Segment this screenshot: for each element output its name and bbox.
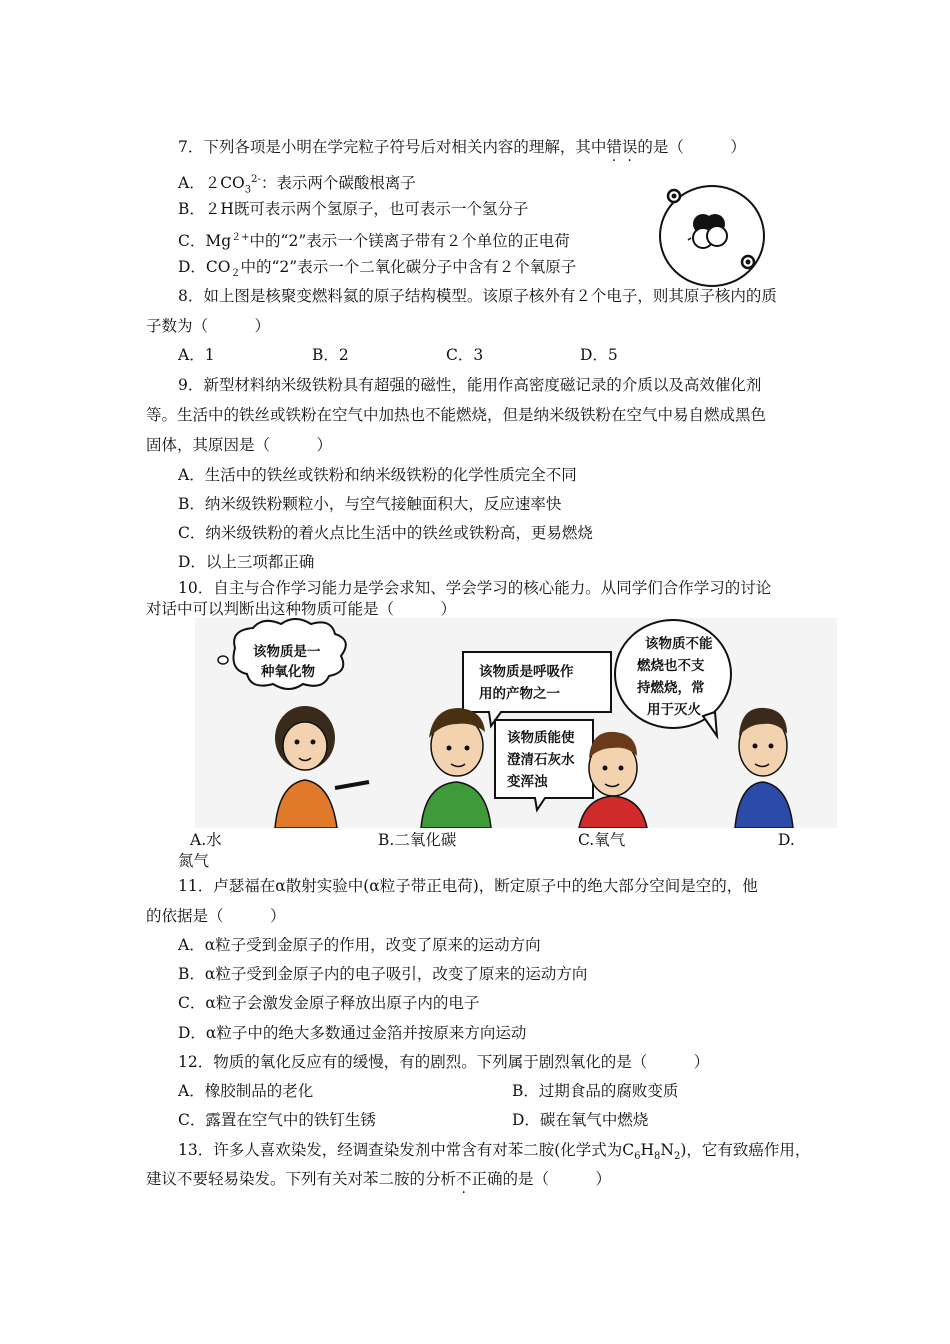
q12-option-a: A．橡胶制品的老化 xyxy=(178,1082,314,1100)
q7-a-tail: ：表示两个碳酸根离子 xyxy=(260,174,416,193)
helium-atom-model xyxy=(655,182,770,290)
boy2-speech-bubble xyxy=(495,720,593,810)
q12-stem: 12．物质的氧化反应有的缓慢，有的剧烈。下列属于剧烈氧化的是（ ） xyxy=(178,1053,710,1071)
q10-option-a: A.水 xyxy=(190,831,222,849)
q7-c-charge: ２+ xyxy=(231,232,250,243)
q11-option-d: D．α粒子中的绝大多数通过金箔并按原来方向运动 xyxy=(178,1024,527,1042)
q8-option-a: A．1 xyxy=(178,346,215,364)
q13-formula-sub-6: 6 xyxy=(634,1151,641,1163)
q7-d-tail: 中的“2”表示一个二氧化碳分子中含有２个氧原子 xyxy=(240,258,577,276)
q8-stem-line2: 子数为（ ） xyxy=(146,317,271,335)
q7-stem xyxy=(178,137,746,157)
q13-line2-tail: 正确的是（ ） xyxy=(471,1170,612,1188)
q7-d-sub: ２ xyxy=(230,268,241,280)
q13-formula-h: H xyxy=(640,1141,655,1159)
q9-stem-line2: 等。生活中的铁丝或铁粉在空气中加热也不能燃烧，但是纳米级铁粉在空气中易自燃成黑色 xyxy=(146,406,767,424)
electron-1-core xyxy=(672,194,677,199)
q10-option-b: B.二氧化碳 xyxy=(378,831,457,849)
q13-stem-line1 xyxy=(178,1140,810,1167)
q7-c-text: C．Mg xyxy=(178,232,232,251)
nucleus-neutron-2 xyxy=(707,226,727,246)
q9-option-a: A．生活中的铁丝或铁粉和纳米级铁粉的化学性质完全不同 xyxy=(178,466,577,484)
q9-stem-line3: 固体，其原因是（ ） xyxy=(146,436,333,454)
q13-formula-n: N xyxy=(660,1141,674,1159)
boy2-bubble-line3: 变浑浊 xyxy=(507,774,548,790)
q7-a-charge: 2- xyxy=(251,174,261,185)
q11-stem-line2: 的依据是（ ） xyxy=(146,907,286,925)
q7-option-d xyxy=(178,257,576,284)
q10-option-c: C.氧气 xyxy=(578,831,626,849)
q7-d-text: D．CO xyxy=(178,258,231,276)
q9-stem-line1: 9．新型材料纳米级铁粉具有超强的磁性，能用作高密度磁记录的介质以及高效催化剂 xyxy=(178,376,762,394)
discussion-cartoon xyxy=(195,618,837,828)
q7-option-c xyxy=(178,228,570,251)
q13-line2-text: 建议不要轻易染发。下列有关对苯二胺的分析 xyxy=(146,1170,457,1188)
boy1-bubble-line1: 该物质是呼吸作 xyxy=(479,664,574,680)
q8-option-d: D．5 xyxy=(580,346,618,364)
q10-option-d-text: 氮气 xyxy=(178,852,210,870)
q7-emphasis-1: 错 xyxy=(606,138,622,156)
q7-a-text: A．２CO xyxy=(178,174,245,193)
electron-2-core xyxy=(746,260,751,265)
q8-stem-line1: 8．如上图是核聚变燃料氦的原子结构模型。该原子核外有２个电子，则其原子核内的质 xyxy=(178,287,777,305)
q13-formula-sub-2: 2 xyxy=(673,1151,681,1163)
q13-emphasis: 不 xyxy=(456,1170,472,1188)
arrow-mark xyxy=(688,238,691,240)
q8-option-c: C．3 xyxy=(446,346,484,364)
boy3-bubble-line2: 燃烧也不支 xyxy=(637,658,705,674)
q7-a-sub: 3 xyxy=(244,184,252,196)
q9-option-d: D．以上三项都正确 xyxy=(178,553,315,571)
girl-bubble-line1: 该物质是一 xyxy=(253,644,321,660)
q10-stem-line1: 10．自主与合作学习能力是学会求知、学会学习的核心能力。从同学们合作学习的讨论 xyxy=(178,579,772,597)
q13-line1-text: 13．许多人喜欢染发，经调查染发剂中常含有对苯二胺(化学式为C xyxy=(178,1141,635,1159)
q8-option-b: B．2 xyxy=(312,346,349,364)
boy2-bubble-line2: 澄清石灰水 xyxy=(507,752,575,768)
q10-stem-line2: 对话中可以判断出这种物质可能是（ ） xyxy=(146,600,457,618)
boy3-bubble-line4: 用于灭火 xyxy=(647,702,701,718)
q7-option-b: B．２H既可表示两个氢原子，也可表示一个氢分子 xyxy=(178,200,529,218)
q9-option-b: B．纳米级铁粉颗粒小，与空气接触面积大，反应速率快 xyxy=(178,495,562,513)
q11-stem-line1: 11．卢瑟福在α散射实验中(α粒子带正电荷)，断定原子中的绝大部分空间是空的，他 xyxy=(178,877,758,895)
boy2-bubble-line1: 该物质能使 xyxy=(507,730,575,746)
q11-option-c: C．α粒子会激发金原子释放出原子内的电子 xyxy=(178,994,480,1012)
q7-c-tail: 中的“2”表示一个镁离子带有２个单位的正电荷 xyxy=(249,232,570,251)
q7-option-a xyxy=(178,170,416,200)
q11-option-b: B．α粒子受到金原子内的电子吸引，改变了原来的运动方向 xyxy=(178,965,588,983)
q7-emphasis-2: 误 xyxy=(621,138,638,156)
q13-formula-sub-8: 8 xyxy=(654,1151,661,1163)
boy3-bubble-line1: 该物质不能 xyxy=(645,636,713,652)
q12-option-c: C．露置在空气中的铁钉生锈 xyxy=(178,1111,376,1129)
q7-stem-tail: 的是（ ） xyxy=(637,138,746,156)
boy3-bubble-line3: 持燃烧，常 xyxy=(637,680,705,696)
q10-option-d: D. xyxy=(778,831,795,849)
girl-bubble-line2: 种氧化物 xyxy=(261,664,315,680)
q9-option-c: C．纳米级铁粉的着火点比生活中的铁丝或铁粉高，更易燃烧 xyxy=(178,524,593,542)
q13-line1-tail: )，它有致癌作用， xyxy=(680,1141,811,1159)
q12-option-b: B．过期食品的腐败变质 xyxy=(512,1082,679,1100)
q13-stem-line2 xyxy=(146,1169,611,1189)
q11-option-a: A．α粒子受到金原子的作用，改变了原来的运动方向 xyxy=(178,936,541,954)
q7-stem-text: 7．下列各项是小明在学完粒子符号后对相关内容的理解，其中 xyxy=(178,138,607,156)
boy1-bubble-line2: 用的产物之一 xyxy=(479,686,560,702)
q12-option-d: D．碳在氧气中燃烧 xyxy=(512,1111,649,1129)
